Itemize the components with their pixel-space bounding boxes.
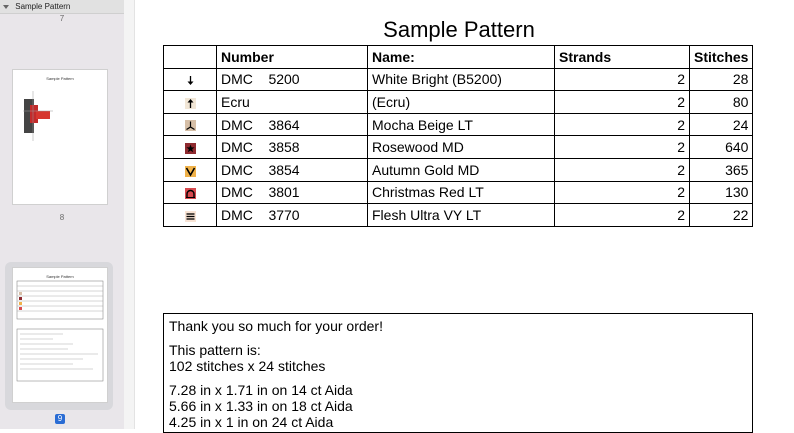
thank-you-text: Thank you so much for your order! (169, 318, 383, 334)
name-cell: (Ecru) (368, 91, 555, 114)
tripod-icon (185, 120, 196, 131)
symbol-cell (164, 136, 217, 159)
sidebar-scrollbar[interactable] (124, 0, 135, 429)
pattern-chart-preview (13, 81, 107, 191)
page-preview-lines (13, 279, 107, 399)
header-name: Name: (368, 46, 555, 69)
stitches-cell: 130 (690, 181, 753, 204)
header-number: Number (217, 46, 368, 69)
page-number-9-selected: 9 (55, 414, 65, 424)
page-number-7: 7 (59, 14, 65, 23)
table-row (164, 113, 753, 136)
star-icon (185, 143, 196, 154)
strands-cell: 2 (555, 158, 690, 181)
header-symbol (164, 46, 217, 69)
symbol-cell (164, 113, 217, 136)
name-cell: Flesh Ultra VY LT (368, 204, 555, 227)
arrow-up-icon (185, 98, 196, 109)
stitch-dimensions: 102 stitches x 24 stitches (169, 358, 326, 374)
symbol-cell (164, 158, 217, 181)
number-cell: DMC 3854 (217, 158, 368, 181)
number-cell: DMC 3770 (217, 204, 368, 227)
page-thumbnail-9[interactable] (13, 268, 107, 402)
name-cell: Rosewood MD (368, 136, 555, 159)
size-18ct: 5.66 in x 1.33 in on 18 ct Aida (169, 398, 353, 414)
name-cell: Mocha Beige LT (368, 113, 555, 136)
symbol-cell (164, 68, 217, 91)
disclosure-triangle-icon[interactable] (3, 5, 9, 9)
thumb-title-9: Sample Pattern (46, 274, 74, 279)
number-cell: DMC 3864 (217, 113, 368, 136)
number-cell: DMC 5200 (217, 68, 368, 91)
stitches-cell: 22 (690, 204, 753, 227)
chevron-down-icon (185, 166, 196, 177)
table-row (164, 68, 753, 91)
strands-cell: 2 (555, 91, 690, 114)
header-stitches: Stitches (690, 46, 753, 69)
thumb-title: Sample Pattern (46, 76, 74, 81)
symbol-cell (164, 204, 217, 227)
page-number-8: 8 (59, 213, 65, 222)
strands-cell: 2 (555, 181, 690, 204)
size-14ct: 7.28 in x 1.71 in on 14 ct Aida (169, 382, 353, 398)
thumbnail-sidebar (0, 0, 125, 429)
stitches-cell: 28 (690, 68, 753, 91)
number-cell: Ecru (217, 91, 368, 114)
stitches-cell: 80 (690, 91, 753, 114)
number-cell: DMC 3801 (217, 181, 368, 204)
name-cell: White Bright (B5200) (368, 68, 555, 91)
page-thumbnail-8[interactable] (13, 70, 107, 204)
sidebar-document-title: Sample Pattern (15, 2, 71, 11)
symbol-cell (164, 91, 217, 114)
three-lines-icon (185, 211, 196, 222)
arrow-down-icon (185, 75, 196, 86)
header-strands: Strands (555, 46, 690, 69)
stitches-cell: 640 (690, 136, 753, 159)
strands-cell: 2 (555, 113, 690, 136)
strands-cell: 2 (555, 204, 690, 227)
symbol-cell (164, 181, 217, 204)
pattern-is-label: This pattern is: (169, 342, 261, 358)
strands-cell: 2 (555, 136, 690, 159)
name-cell: Christmas Red LT (368, 181, 555, 204)
arch-icon (185, 188, 196, 199)
number-cell: DMC 3858 (217, 136, 368, 159)
pattern-info-box (163, 313, 753, 433)
name-cell: Autumn Gold MD (368, 158, 555, 181)
table-row (164, 204, 753, 227)
table-row (164, 181, 753, 204)
stitches-cell: 24 (690, 113, 753, 136)
table-row (164, 136, 753, 159)
floss-legend-table (163, 45, 753, 227)
table-row (164, 158, 753, 181)
table-row (164, 91, 753, 114)
sidebar-header[interactable] (0, 0, 124, 14)
stitches-cell: 365 (690, 158, 753, 181)
table-header-row (164, 46, 753, 69)
strands-cell: 2 (555, 68, 690, 91)
size-24ct: 4.25 in x 1 in on 24 ct Aida (169, 414, 334, 430)
document-title: Sample Pattern (383, 17, 535, 42)
